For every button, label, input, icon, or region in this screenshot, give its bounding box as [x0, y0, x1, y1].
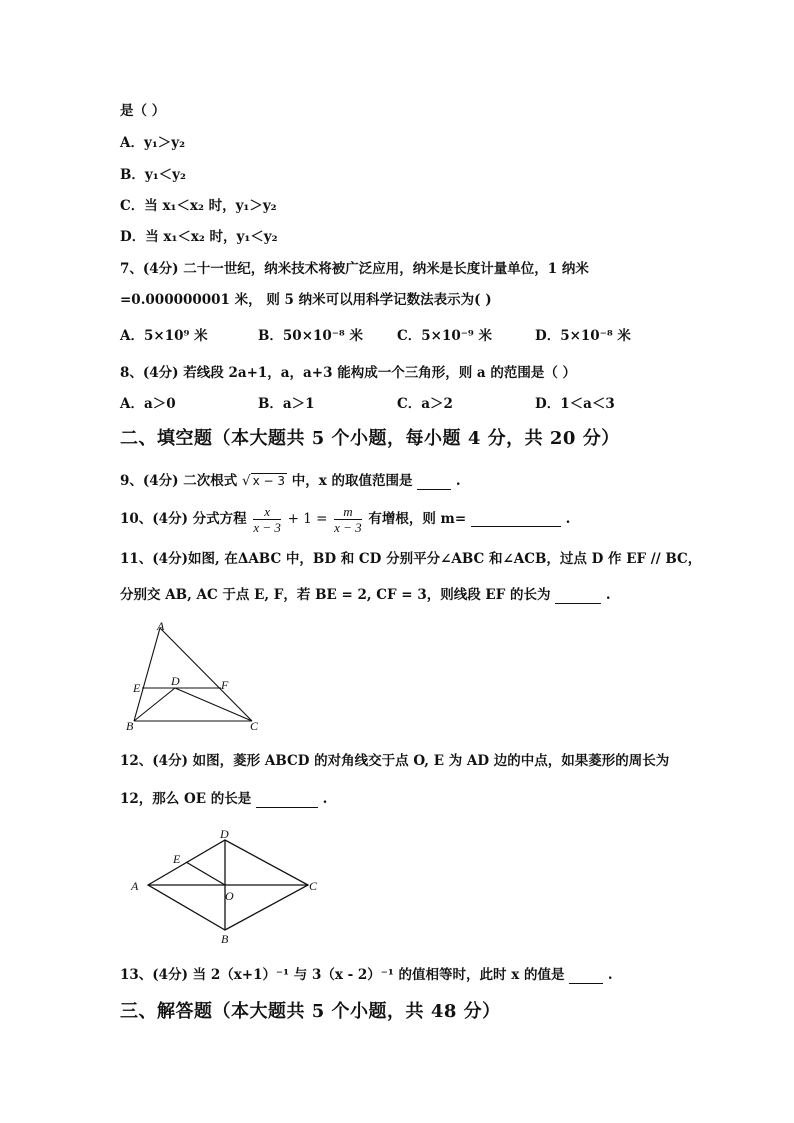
fig11-label-c: C: [250, 719, 259, 733]
q7-line2: =0.000000001 米， 则 5 纳米可以用科学记数法表示为( ): [120, 292, 492, 308]
q12-end: .: [322, 791, 328, 807]
q10-frac2-denominator: x − 3: [334, 520, 362, 535]
q8-option-a: A．a＞0: [120, 396, 176, 412]
q8-line: 8、(4分) 若线段 2a+1，a，a+3 能构成一个三角形，则 a 的范围是（ ）: [120, 365, 577, 381]
fig11-label-d: D: [171, 674, 180, 688]
q11-end: .: [605, 587, 611, 603]
fig11-segment-cd: [175, 688, 252, 721]
fig11-label-b: B: [126, 719, 134, 733]
fig11-label-e: E: [133, 681, 141, 695]
q11-triangle-figure: [122, 620, 270, 736]
q7-option-c: C．5×10⁻⁹ 米: [397, 328, 492, 344]
q10-line: [120, 503, 570, 535]
q10-frac1-numerator: x: [253, 504, 281, 520]
q6-option-d: D．当 x₁＜x₂ 时，y₁＜y₂: [120, 229, 278, 245]
q12-line2-text: 12，那么 OE 的长是: [120, 791, 252, 807]
fig11-label-f: F: [221, 678, 229, 692]
q12-line1: 12、(4分) 如图，菱形 ABCD 的对角线交于点 O, E 为 AD 边的中点，如果菱形的周长为: [120, 753, 670, 769]
section3-title: 三、解答题（本大题共 5 个小题，共 48 分）: [120, 1001, 501, 1022]
q6-option-a: A．y₁＞y₂: [120, 135, 185, 151]
fig11-label-a: A: [157, 620, 165, 633]
q10-end: .: [565, 511, 571, 527]
q8-option-c: C．a＞2: [397, 396, 453, 412]
q9-suffix: 中，x 的取值范围是: [291, 473, 413, 489]
q6-option-b: B．y₁＜y₂: [120, 167, 186, 183]
q11-line2: [120, 586, 611, 604]
q13-answer-blank[interactable]: [569, 969, 603, 984]
q12-answer-blank[interactable]: [256, 793, 318, 808]
q10-fraction-2: [334, 504, 362, 535]
q10-suffix: 有增根，则 m=: [368, 511, 467, 527]
q13-text: 13、(4分) 当 2（x+1）⁻¹ 与 3（x - 2）⁻¹ 的值相等时，此时 x 的值是: [120, 967, 565, 983]
q11-answer-blank[interactable]: [555, 589, 601, 604]
fig12-label-d: D: [220, 827, 229, 841]
q10-answer-blank[interactable]: [471, 512, 561, 527]
q11-line1: 11、(4分)如图, 在ΔABC 中，BD 和 CD 分别平分∠ABC 和∠ACB，过点 D 作 EF // BC，: [120, 551, 702, 567]
q10-frac2-numerator: m: [334, 504, 362, 520]
q8-option-d: D．1＜a＜3: [535, 396, 615, 412]
q6-option-c: C．当 x₁＜x₂ 时，y₁＞y₂: [120, 198, 277, 214]
q7-option-b: B．50×10⁻⁸ 米: [258, 328, 364, 344]
q13-line: [120, 966, 613, 984]
fig12-label-b: B: [221, 932, 229, 946]
q12-rhombus-figure: [128, 826, 328, 948]
section2-title: 二、填空题（本大题共 5 个小题，每小题 4 分，共 20 分）: [120, 428, 620, 449]
q8-option-b: B．a＞1: [258, 396, 315, 412]
q9-radicand: x − 3: [252, 474, 285, 488]
q9-answer-blank[interactable]: [417, 475, 451, 490]
q11-line2-text: 分别交 AB, AC 于点 E, F，若 BE = 2, CF = 3，则线段 EF 的长为: [120, 587, 551, 603]
q7-option-a: A．5×10⁹ 米: [120, 328, 208, 344]
q10-fraction-1: [253, 504, 281, 535]
q7-option-d: D．5×10⁻⁸ 米: [535, 328, 631, 344]
fig12-label-e: E: [173, 852, 181, 866]
q6-stem-tail: 是（ ）: [120, 103, 166, 119]
fig12-label-c: C: [309, 879, 318, 893]
q10-prefix: 10、(4分) 分式方程: [120, 511, 247, 527]
q9-prefix: 9、(4分) 二次根式: [120, 473, 238, 489]
q10-frac1-denominator: x − 3: [253, 520, 281, 535]
q13-end: .: [607, 967, 613, 983]
fig12-label-a: A: [131, 879, 139, 893]
fig12-label-o: O: [225, 889, 234, 903]
fig12-segment-oe: [186, 862, 225, 885]
q9-line: [120, 472, 461, 490]
q12-line2: [120, 790, 327, 808]
q9-radical: √ x − 3: [241, 473, 285, 489]
q9-end: .: [455, 473, 461, 489]
fig11-side-ab: [134, 628, 160, 721]
q7-line1: 7、(4分) 二十一世纪，纳米技术将被广泛应用，纳米是长度计量单位，1 纳米: [120, 261, 589, 277]
q10-middle: + 1 =: [287, 511, 328, 527]
